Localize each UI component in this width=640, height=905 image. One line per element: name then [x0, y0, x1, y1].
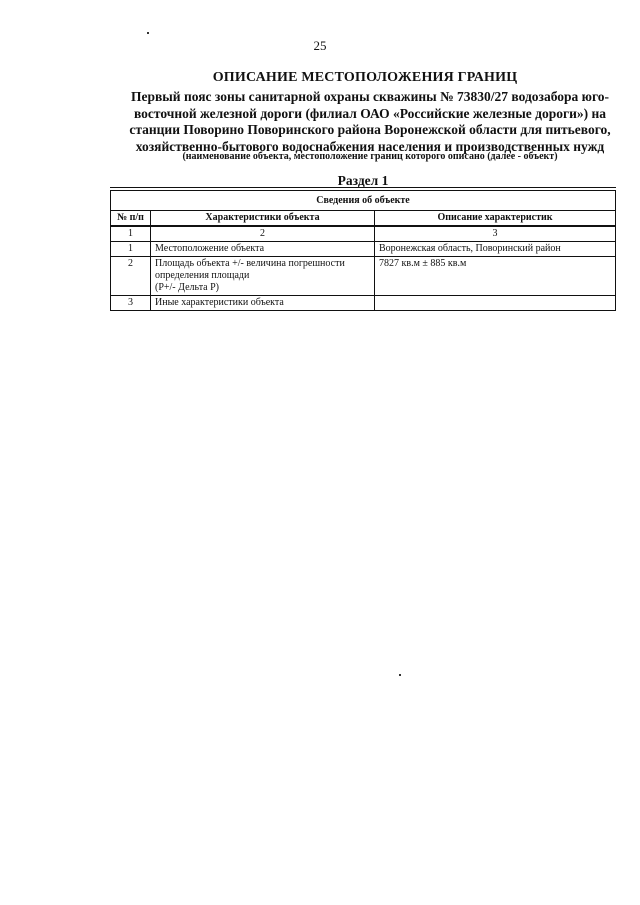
row-characteristic [151, 296, 375, 311]
row-description: Воронежская область, Поворинский район [375, 242, 616, 257]
subtitle-line: станции Поворино Поворинского района Воронежской области для питьевого, [129, 122, 611, 137]
row-characteristic [151, 242, 375, 257]
table-row [111, 242, 616, 257]
subtitle-line: хозяйственно-бытового водоснабжения населения и производственных нужд [135, 138, 605, 154]
characteristic-line: определения площади [155, 270, 250, 281]
table-row [111, 296, 616, 311]
row-number: 3 [111, 296, 151, 311]
characteristic-line: Местоположение объекта [155, 243, 265, 254]
document-title: ОПИСАНИЕ МЕСТОПОЛОЖЕНИЯ ГРАНИЦ [212, 70, 518, 85]
page-number: 25 [313, 38, 327, 53]
column-index: 3 [375, 226, 616, 242]
table-header-row [111, 211, 616, 227]
column-header-characteristic: Характеристики объекта [151, 211, 375, 227]
column-header-description: Описание характеристик [375, 211, 616, 227]
row-description: 7827 кв.м ± 885 кв.м [375, 257, 616, 296]
document-subtitle [120, 89, 620, 155]
table-row [111, 257, 616, 296]
characteristic-line: Площадь объекта +/- величина погрешности [155, 258, 345, 269]
characteristic-line: Иные характеристики объекта [155, 297, 284, 308]
scan-speck [147, 32, 149, 34]
characteristic-line: (Р+/- Дельта Р) [155, 282, 220, 293]
table-caption: Сведения об объекте [111, 191, 616, 211]
row-number: 2 [111, 257, 151, 296]
column-index: 2 [151, 226, 375, 242]
column-index: 1 [111, 226, 151, 242]
column-header-number: № п/п [111, 211, 151, 227]
object-info-table [110, 190, 616, 311]
row-number: 1 [111, 242, 151, 257]
row-characteristic [151, 257, 375, 296]
row-description [375, 296, 616, 311]
section-divider [110, 187, 616, 188]
subtitle-line: восточной железной дороги (филиал ОАО «Российские железные дороги») на [133, 105, 607, 121]
table-index-row [111, 226, 616, 242]
document-note: (наименование объекта, местоположение границ которого описано (далее - объект) [182, 151, 558, 162]
scan-speck [399, 674, 401, 676]
subtitle-line: Первый пояс зоны санитарной охраны скважины № 73830/27 водозабора юго- [130, 89, 610, 104]
section-title: Раздел 1 [337, 173, 389, 188]
table-caption-row [111, 191, 616, 211]
